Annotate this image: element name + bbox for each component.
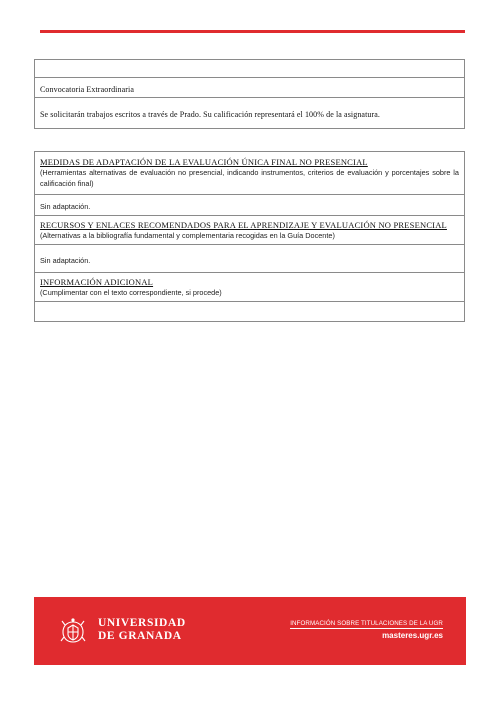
section-heading: MEDIDAS DE ADAPTACIÓN DE LA EVALUACIÓN ÚNICA FINAL NO PRESENCIAL [40,157,368,167]
adaptation-table [34,151,465,322]
section-subtitle: (Herramientas alternativas de evaluación no presencial, indicando instrumentos, criterios de evaluación y porcentajes sobre la calificación final) [40,168,459,188]
convocatoria-text-cell [35,98,465,129]
empty-row [35,60,465,78]
university-line2: DE GRANADA [98,630,182,642]
section-content: Sin adaptación. [40,255,91,265]
convocatoria-label-cell [35,78,465,98]
university-crest-icon [58,617,88,647]
section-content-cell [35,245,465,273]
section-content-cell [35,302,465,322]
convocatoria-text: Se solicitarán trabajos escritos a través de Prado. Su calificación representará el 100% de la asignatura. [40,110,381,119]
footer-banner [34,597,466,665]
section-content: Sin adaptación. [40,202,91,211]
section-content-cell [35,195,465,216]
convocatoria-table [34,59,465,129]
university-line1: UNIVERSIDAD [98,617,186,629]
convocatoria-label: Convocatoria Extraordinaria [40,84,134,94]
top-red-rule [40,30,465,33]
section-heading: RECURSOS Y ENLACES RECOMENDADOS PARA EL APRENDIZAJE Y EVALUACIÓN NO PRESENCIAL [40,220,447,230]
section-heading: INFORMACIÓN ADICIONAL [40,277,154,287]
section-header-cell [35,216,465,245]
titulaciones-info [290,620,443,640]
section-header-cell [35,152,465,195]
info-site-link[interactable]: masteres.ugr.es [382,631,443,640]
university-name [98,617,186,643]
info-label: INFORMACIÓN SOBRE TITULACIONES DE LA UGR [290,620,443,627]
section-subtitle: (Cumplimentar con el texto correspondiente, si procede) [40,288,222,297]
section-header-cell [35,273,465,302]
section-subtitle: (Alternativas a la bibliografía fundamental y complementaria recogidas en la Guía Docente) [40,231,335,240]
